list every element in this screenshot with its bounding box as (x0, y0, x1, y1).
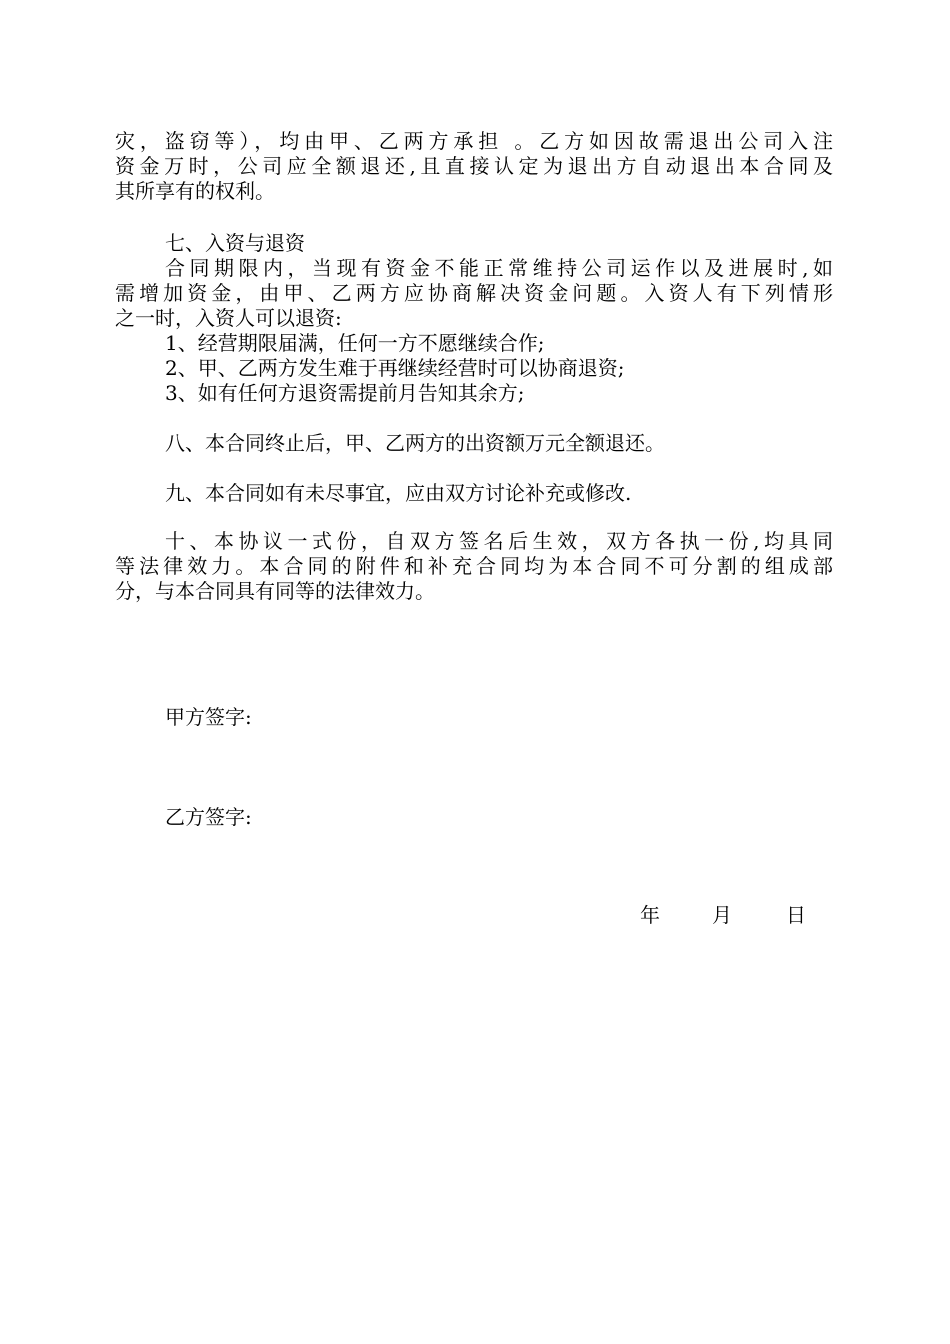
section7-item-2: 2、甲、乙两方发生难于再继续经营时可以协商退资; (165, 356, 625, 380)
section7-item-1: 1、经营期限届满，任何一方不愿继续合作; (165, 331, 545, 355)
section7-line-2: 需增加资金，由甲、乙两方应协商解决资金问题。入资人有下列情形 (115, 281, 833, 305)
date-year-label: 年 (640, 903, 660, 927)
section6-line-2: 资金万时，公司应全额退还,且直接认定为退出方自动退出本合同及 (115, 154, 833, 178)
section7-line-3: 之一时，入资人可以退资: (115, 306, 342, 330)
section10-line-2: 等法律效力。本合同的附件和补充合同均为本合同不可分割的组成部 (115, 554, 833, 578)
section9-text: 九、本合同如有未尽事宜，应由双方讨论补充或修改. (165, 481, 632, 505)
section10-line-1: 十、本协议一式份，自双方签名后生效，双方各执一份,均具同 (165, 529, 833, 553)
date-day-label: 日 (786, 903, 806, 927)
party-b-signature-label: 乙方签字: (165, 805, 252, 829)
section7-item-3: 3、如有任何方退资需提前月告知其余方; (165, 381, 525, 405)
date-month-label: 月 (712, 903, 732, 927)
section10-line-3: 分，与本合同具有同等的法律效力。 (115, 579, 435, 603)
party-a-signature-label: 甲方签字: (165, 705, 252, 729)
section7-line-1: 合同期限内，当现有资金不能正常维持公司运作以及进展时,如 (165, 256, 833, 280)
section6-line-3: 其所享有的权利。 (115, 179, 275, 203)
section8-text: 八、本合同终止后，甲、乙两方的出资额万元全额退还。 (165, 431, 665, 455)
section6-line-1: 灾，盗窃等），均由甲、乙两方承担 。乙方如因故需退出公司入注 (115, 129, 833, 153)
section7-heading: 七、入资与退资 (165, 231, 305, 255)
